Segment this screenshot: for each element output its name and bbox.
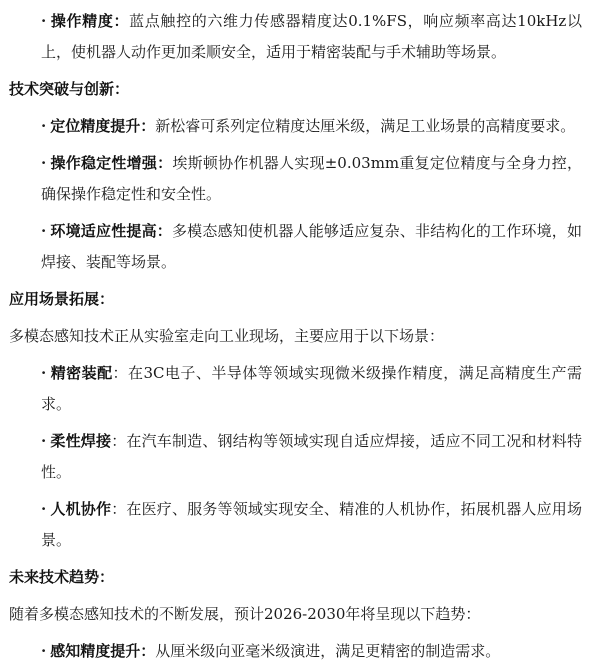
item-term: 精密装配 — [50, 364, 113, 382]
paragraph: 随着多模态感知技术的不断发展，预计2026-2030年将呈现以下趋势： — [9, 605, 481, 623]
list-item — [9, 636, 586, 667]
item-text: ：在医疗、服务等领域实现安全、精准的人机协作，拓展机器人应用场景。 — [41, 500, 582, 549]
list-item — [9, 426, 586, 488]
paragraph: 多模态感知技术正从实验室走向工业现场，主要应用于以下场景： — [9, 327, 445, 345]
item-text: 新松睿可系列定位精度达厘米级，满足工业场景的高精度要求。 — [155, 117, 576, 135]
item-text: 从厘米级向亚毫米级演进，满足更精密的制造需求。 — [155, 642, 501, 660]
section-heading: 应用场景拓展： — [9, 290, 115, 308]
list-item — [9, 358, 586, 420]
item-text: 多模态感知使机器人能够适应复杂、非结构化的工作环境，如焊接、装配等场景。 — [41, 222, 582, 271]
item-text: 蓝点触控的六维力传感器精度达0.1%FS，响应频率高达10kHz以上，使机器人动作更加柔顺安全，适用于精密装配与手术辅助等场景。 — [41, 12, 582, 61]
bullet-dot: · — [41, 222, 47, 240]
section-heading: 未来技术趋势： — [9, 568, 115, 586]
bullet-dot: · — [41, 642, 47, 660]
bullet-dot: · — [41, 117, 47, 135]
bullet-dot: · — [41, 432, 47, 450]
item-term: 环境适应性提高： — [50, 222, 172, 240]
bullet-dot: · — [41, 500, 47, 518]
list-item — [9, 148, 586, 210]
item-text: ：在3C电子、半导体等领域实现微米级操作精度，满足高精度生产需求。 — [41, 364, 582, 413]
bullet-dot: · — [41, 364, 47, 382]
item-term: 定位精度提升： — [50, 117, 156, 135]
item-text: ：在汽车制造、钢结构等领域实现自适应焊接，适应不同工况和材料特性。 — [41, 432, 582, 481]
list-item — [9, 6, 586, 68]
bullet-dot: · — [41, 154, 47, 172]
bullet-dot: · — [41, 12, 47, 30]
section-heading: 技术突破与创新： — [9, 80, 130, 98]
list-item — [9, 216, 586, 278]
item-term: 感知精度提升： — [50, 642, 156, 660]
item-term: 人机协作 — [50, 500, 112, 518]
list-item — [9, 494, 586, 556]
item-term: 操作稳定性增强： — [50, 154, 173, 172]
item-term: 柔性焊接 — [50, 432, 112, 450]
list-item — [9, 111, 586, 142]
item-text: 埃斯顿协作机器人实现±0.03mm重复定位精度与全身力控，确保操作稳定性和安全性。 — [41, 154, 582, 203]
item-term: 操作精度： — [50, 12, 130, 30]
